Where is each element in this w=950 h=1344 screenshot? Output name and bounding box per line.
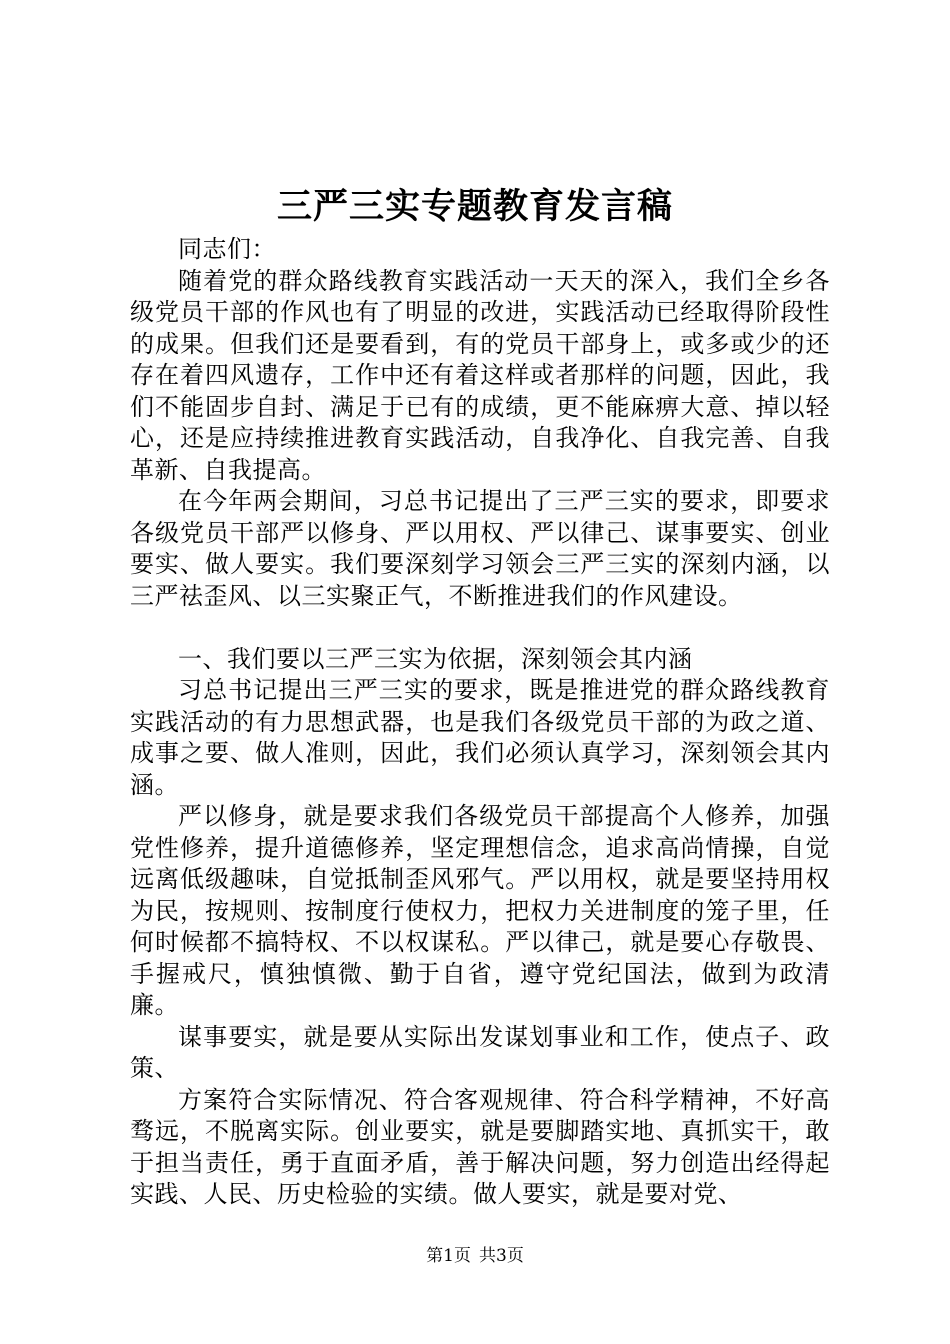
document-body: [130, 234, 830, 1211]
paragraph: 严以修身，就是要求我们各级党员干部提高个人修养，加强党性修养，提升道德修养，坚定理想信念，追求高尚情操，自觉远离低级趣味，自觉抵制歪风邪气。严以用权，就是要坚持用权为民，按规则、按制度行使权力，把权力关进制度的笼子里，任何时候都不搞特权、不以权谋私。严以律己，就是要心存敬畏、手握戒尺，慎独慎微、勤于自省，遵守党纪国法，做到为政清廉。: [130, 802, 830, 1019]
greeting-line: 同志们：: [178, 235, 276, 263]
page-footer: [0, 1244, 950, 1268]
paragraph: 习总书记提出三严三实的要求，既是推进党的群众路线教育实践活动的有力思想武器，也是我们各级党员干部的为政之道、成事之要、做人准则，因此，我们必须认真学习，深刻领会其内涵。: [130, 676, 830, 799]
paragraph: 谋事要实，就是要从实际出发谋划事业和工作，使点子、政策、: [130, 1022, 830, 1082]
page-total: 共3页: [479, 1246, 524, 1266]
page-number: 第1页: [426, 1246, 471, 1266]
paragraph: 随着党的群众路线教育实践活动一天天的深入，我们全乡各级党员干部的作风也有了明显的改进，实践活动已经取得阶段性的成果。但我们还是要看到，有的党员干部身上，或多或少的还存在着四风遗存，工作中还有着这样或者那样的问题，因此，我们不能固步自封、满足于已有的成绩，更不能麻痹大意、掉以轻心，还是应持续推进教育实践活动，自我净化、自我完善、自我革新、自我提高。: [130, 266, 830, 484]
document-title: 三严三实专题教育发言稿: [276, 186, 673, 227]
paragraph: 在今年两会期间，习总书记提出了三严三实的要求，即要求各级党员干部严以修身、严以用权、严以律己、谋事要实、创业要实、做人要实。我们要深刻学习领会三严三实的深刻内涵，以三严祛歪风、以三实聚正气，不断推进我们的作风建设。: [130, 487, 830, 610]
paragraph: 方案符合实际情况、符合客观规律、符合科学精神，不好高骛远，不脱离实际。创业要实，就是要脚踏实地、真抓实干，敢于担当责任，勇于直面矛盾，善于解决问题，努力创造出经得起实践、人民、历史检验的实绩。做人要实，就是要对党、: [130, 1085, 830, 1208]
section-heading: 一、我们要以三严三实为依据，深刻领会其内涵: [178, 644, 693, 673]
